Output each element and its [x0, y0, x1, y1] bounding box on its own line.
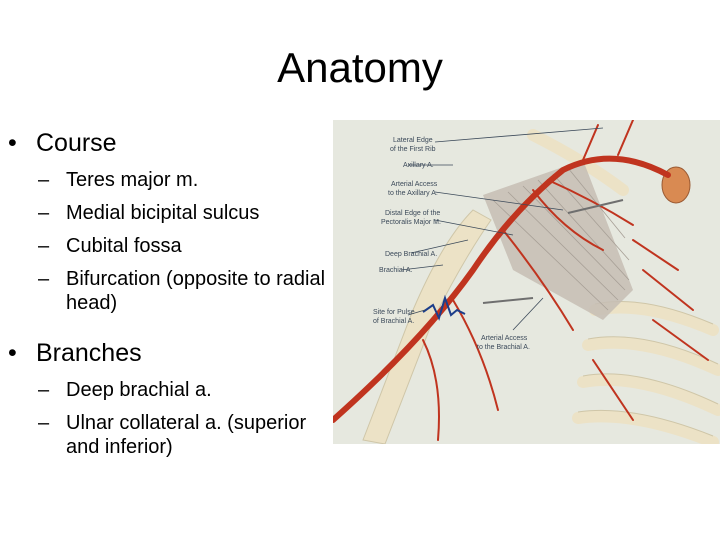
sub-bullet-text: Cubital fossa: [66, 235, 182, 257]
label-brachial: Brachial A.: [379, 267, 413, 274]
sub-bullet-text: Deep brachial a.: [66, 379, 212, 401]
anatomy-illustration: [333, 120, 720, 444]
bullet-marker: •: [8, 129, 17, 157]
sub-bullet-text: Teres major m.: [66, 169, 199, 191]
sub-bullet: [8, 378, 326, 402]
sub-bullet-text: Ulnar collateral a. (superior and inferior): [66, 412, 307, 458]
sub-bullet: [8, 168, 326, 192]
label-arterial-access-brachial: Arterial Access to the Brachial A.: [477, 335, 530, 351]
label-distal-edge: Distal Edge of the Pectoralis Major M.: [381, 210, 441, 226]
slide-body: [8, 128, 326, 468]
sub-bullet: [8, 411, 326, 459]
bullet-text: Branches: [36, 339, 142, 367]
label-deep-brachial: Deep Brachial A.: [385, 251, 438, 258]
bullet-branches: [8, 338, 326, 368]
dash-marker: –: [38, 412, 50, 434]
dash-marker: –: [38, 235, 50, 257]
bullet-marker: •: [8, 339, 17, 367]
sub-bullet: [8, 201, 326, 225]
dash-marker: –: [38, 169, 50, 191]
bullet-text: Course: [36, 129, 117, 157]
sub-bullet-text: Bifurcation (opposite to radial head): [66, 268, 326, 314]
dash-marker: –: [38, 379, 50, 401]
label-axillary: Axillary A.: [403, 162, 434, 169]
sub-bullet: [8, 234, 326, 258]
label-lateral-edge: Lateral Edge of the First Rib: [390, 137, 436, 153]
sub-bullet: [8, 267, 326, 315]
bullet-course: [8, 128, 326, 158]
dash-marker: –: [38, 268, 50, 290]
label-site-for-pulse: Site for Pulse of Brachial A.: [373, 309, 415, 325]
slide-title: Anatomy: [277, 44, 443, 91]
dash-marker: –: [38, 202, 50, 224]
sub-bullet-text: Medial bicipital sulcus: [66, 202, 260, 224]
label-arterial-access-axillary: Arterial Access to the Axillary A.: [388, 181, 438, 197]
